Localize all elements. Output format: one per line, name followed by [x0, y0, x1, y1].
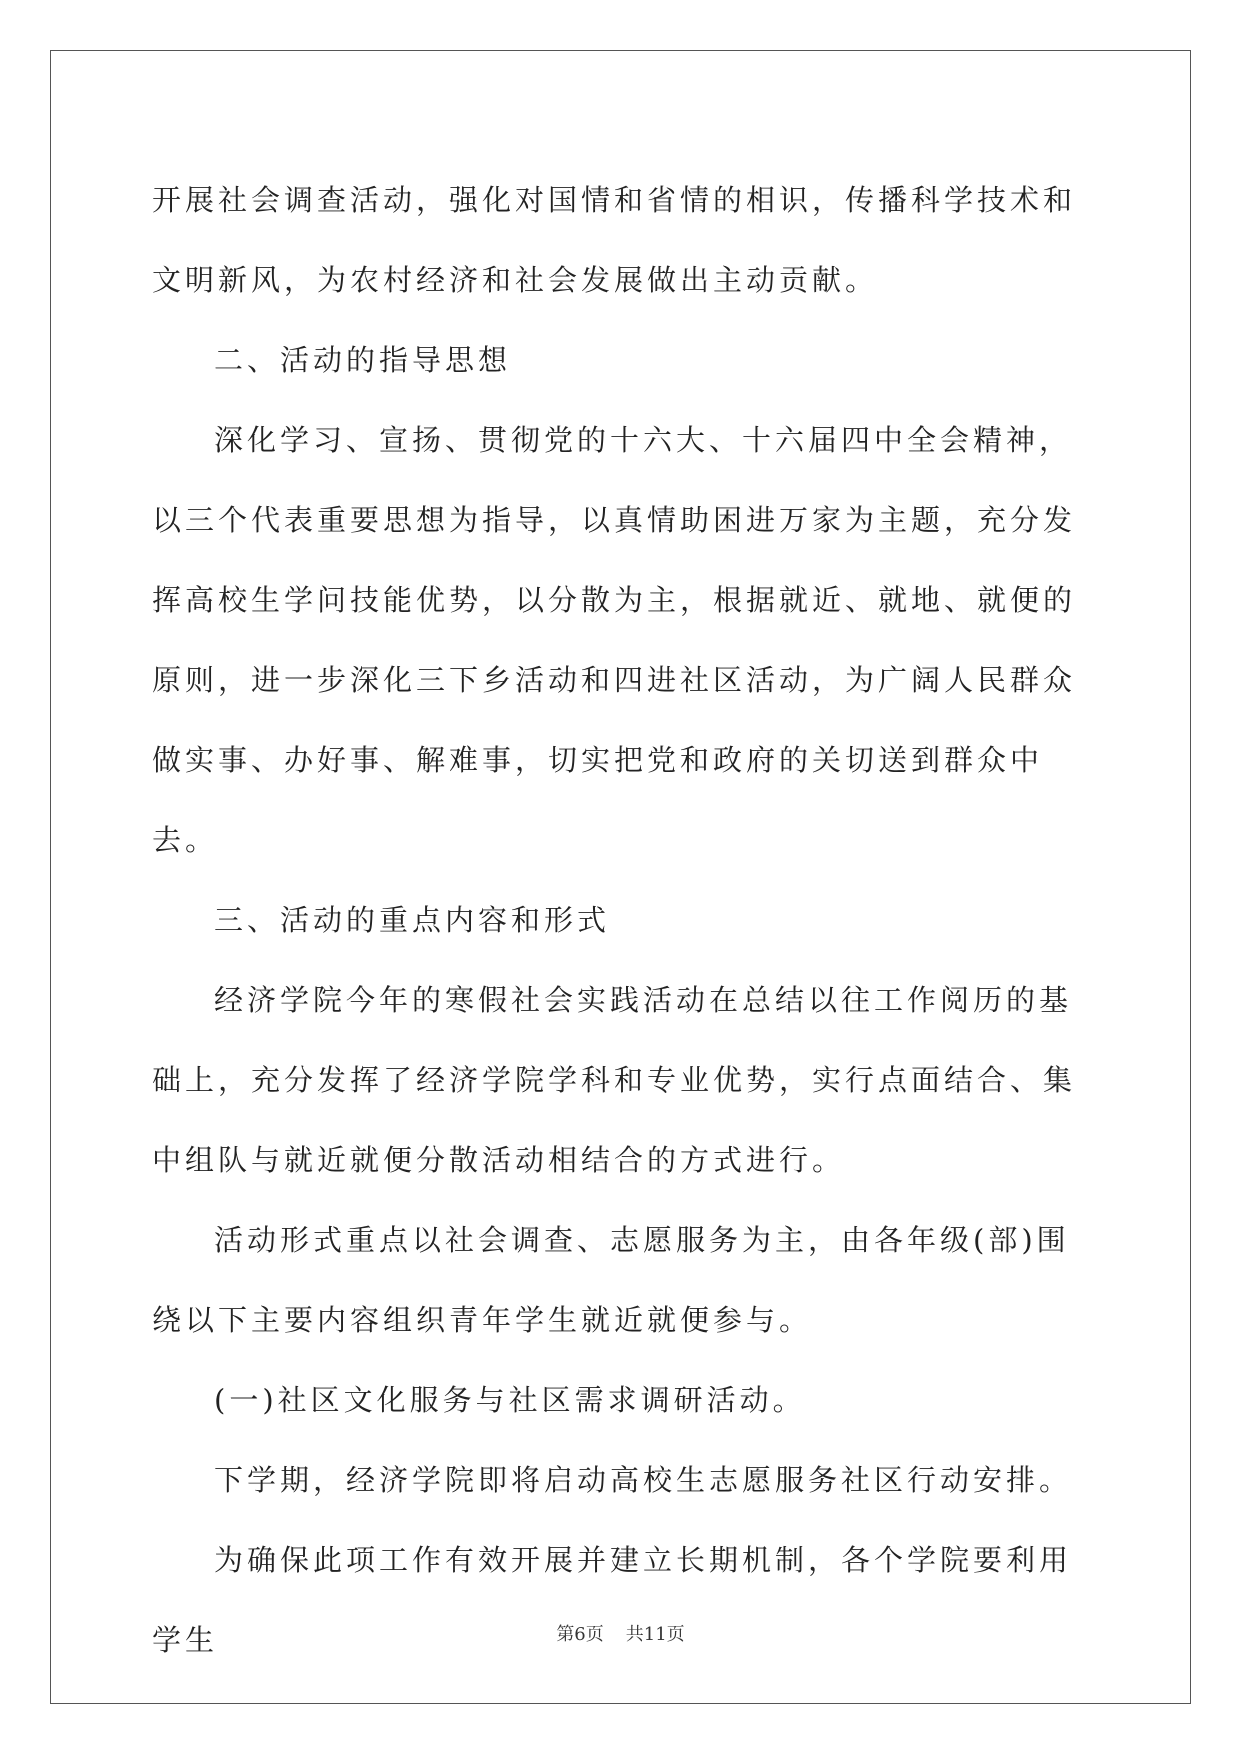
paragraph-intro-continuation: 开展社会调查活动，强化对国情和省情的相识，传播科学技术和文明新风，为农村经济和社会发展做出主动贡献。	[152, 183, 1077, 297]
paragraph-ensure-effective: 为确保此项工作有效开展并建立长期机制，各个学院要利用学生	[152, 1543, 1073, 1657]
paragraph-next-semester: 下学期，经济学院即将启动高校生志愿服务社区行动安排。	[214, 1463, 1073, 1497]
page-number: 第6页	[556, 1624, 604, 1645]
paragraph-activity-forms: 活动形式重点以社会调查、志愿服务为主，由各年级(部)围绕以下主要内容组织青年学生就近就便参与。	[152, 1223, 1070, 1337]
paragraph-key-content: 经济学院今年的寒假社会实践活动在总结以往工作阅历的基础上，充分发挥了经济学院学科和专业优势，实行点面结合、集中组队与就近就便分散活动相结合的方式进行。	[152, 983, 1077, 1177]
section-heading-key-content: 三、活动的重点内容和形式	[214, 903, 611, 937]
paragraph-guiding-thought: 深化学习、宣扬、贯彻党的十六大、十六届四中全会精神，以三个代表重要思想为指导，以真情助困进万家为主题，充分发挥高校生学问技能优势，以分散为主，根据就近、就地、就便的原则，进一步深化三下乡活动和四进社区活动，为广阔人民群众做实事、办好事、解难事，切实把党和政府的关切送到群众中去。	[152, 423, 1077, 857]
section-heading-guiding-thought: 二、活动的指导思想	[214, 343, 512, 377]
page-total: 共11页	[625, 1624, 685, 1645]
page-footer	[0, 1620, 1241, 1646]
document-body	[152, 160, 1092, 1680]
subsection-heading-community-service: (一)社区文化服务与社区需求调研活动。	[214, 1383, 806, 1417]
